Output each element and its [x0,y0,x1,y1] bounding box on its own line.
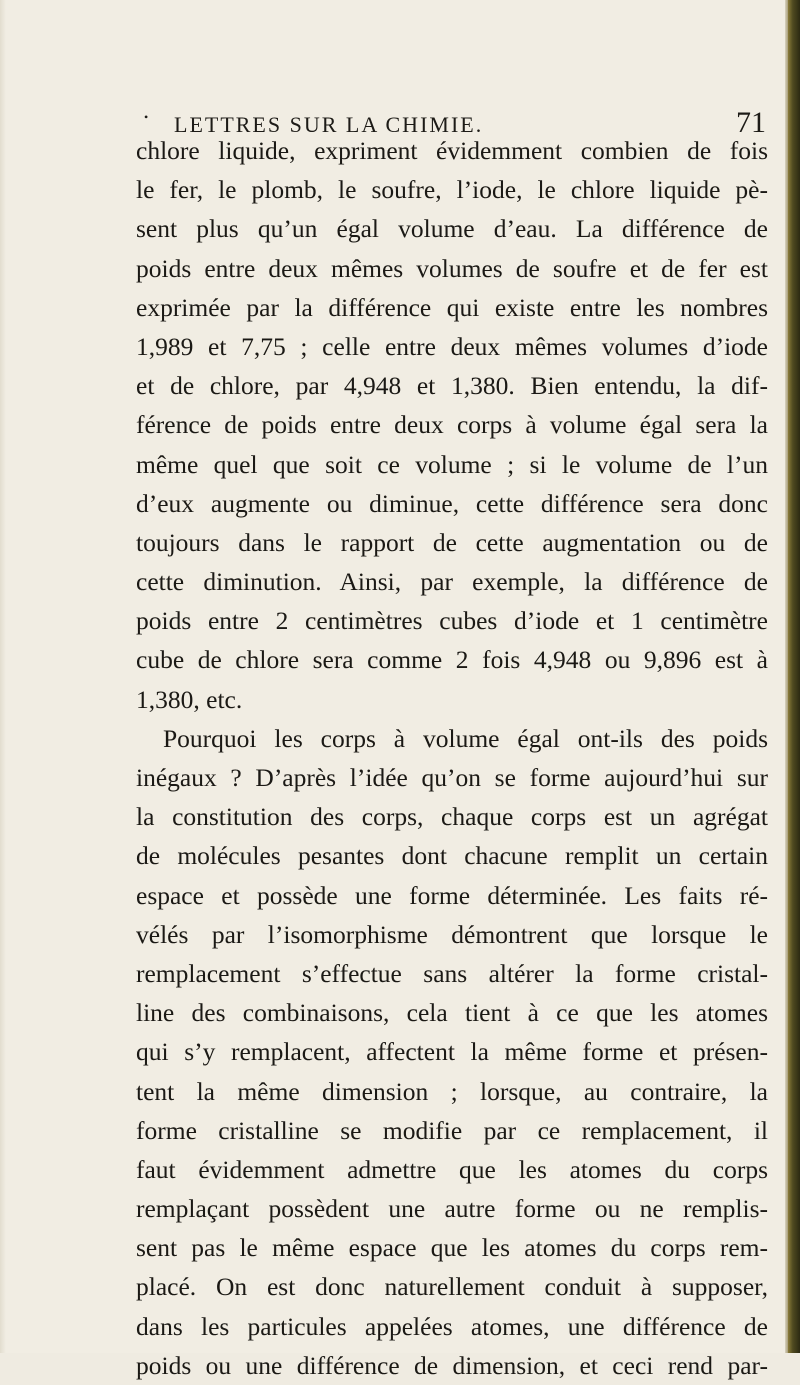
text-line: remplacement s’effectue sans altérer la forme cristal- [136,958,768,988]
text-line: sent pas le même espace que les atomes du corps rem- [136,1233,768,1263]
text-line: tent la même dimension ; lorsque, au contraire, la [136,1076,768,1106]
text-line: espace et possède une forme déterminée. Les faits ré- [136,880,768,910]
paragraph-end-line: 1,380, etc. [136,684,243,714]
text-line: forme cristalline se modifie par ce remplacement, il [136,1115,768,1145]
text-line: poids entre 2 centimètres cubes d’iode et 1 centimètre [136,606,768,636]
text-line: remplaçant possèdent une autre forme ou ne remplis- [136,1194,768,1224]
book-spine [788,0,800,1353]
paragraph-start-line: Pourquoi les corps à volume égal ont-ils des poids [163,723,768,753]
text-line: inégaux ? D’après l’idée qu’on se forme aujourd’hui sur [136,763,768,792]
text-line: cette diminution. Ainsi, par exemple, la différence de [136,567,768,597]
text-line: férence de poids entre deux corps à volume égal sera la [136,410,768,440]
header-bullet: • [144,110,149,124]
body-text [136,131,768,1385]
text-line: d’eux augmente ou diminue, cette différence sera donc [136,488,768,518]
text-line: le fer, le plomb, le soufre, l’iode, le chlore liquide pè- [136,175,768,205]
text-line: la constitution des corps, chaque corps est un agrégat [136,802,768,832]
text-line: poids ou une différence de dimension, et ceci rend par- [136,1350,768,1380]
text-line: placé. On est donc naturellement conduit à supposer, [136,1272,768,1302]
page-number: 71 [736,106,766,139]
text-line: toujours dans le rapport de cette augmentation ou de [136,527,768,557]
text-line: de molécules pesantes dont chacune remplit un certain [136,841,768,871]
text-line: cube de chlore sera comme 2 fois 4,948 ou 9,896 est à [136,645,768,675]
page-left-shadow [0,0,6,1353]
text-line: vélés par l’isomorphisme démontrent que lorsque le [136,919,768,949]
text-line: exprimée par la différence qui existe entre les nombres [136,292,768,322]
text-line: 1,989 et 7,75 ; celle entre deux mêmes volumes d’iode [136,331,768,361]
text-line: poids entre deux mêmes volumes de soufre et de fer est [136,253,768,283]
text-line: line des combinaisons, cela tient à ce que les atomes [136,998,768,1028]
text-line: dans les particules appelées atomes, une différence de [136,1311,768,1341]
text-line: qui s’y remplacent, affectent la même forme et présen- [136,1037,768,1067]
text-line: chlore liquide, expriment évidemment combien de fois [136,136,768,165]
text-line: et de chlore, par 4,948 et 1,380. Bien entendu, la dif- [136,371,768,401]
text-line: sent plus qu’un égal volume d’eau. La différence de [136,214,768,244]
running-title: LETTRES SUR LA CHIMIE. [174,112,484,137]
text-line: faut évidemment admettre que les atomes du corps [136,1154,768,1184]
text-line: même quel que soit ce volume ; si le volume de l’un [136,449,768,479]
